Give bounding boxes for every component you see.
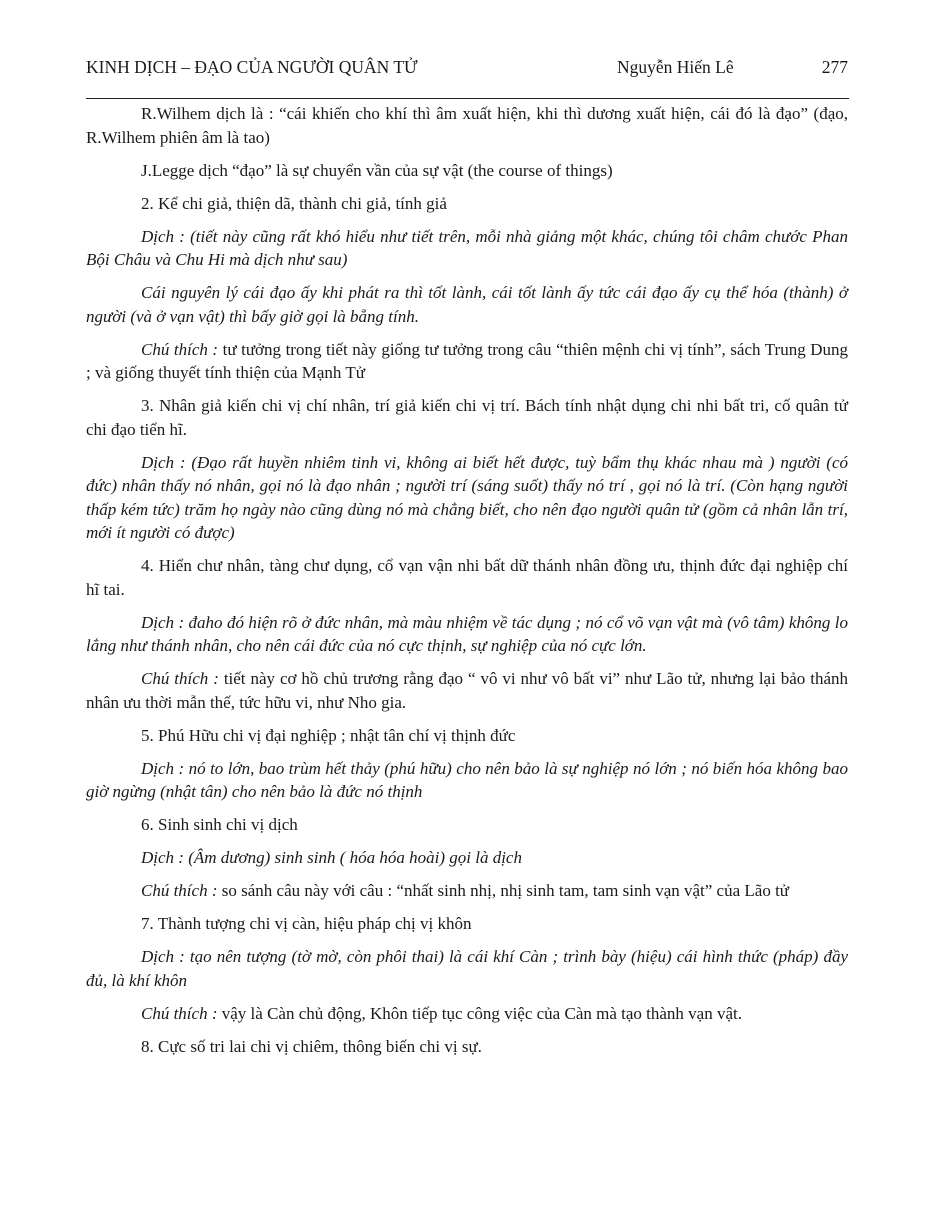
paragraph (86, 159, 848, 183)
page-number: 277 (821, 57, 848, 77)
paragraph (86, 1035, 848, 1059)
paragraph-text: 4. Hiển chư nhân, tàng chư dụng, cổ vạn vận nhi bất dữ thánh nhân đồng ưu, thịnh đức đại nghiệp chí hĩ tai. (86, 556, 848, 599)
paragraph (86, 338, 848, 385)
paragraph-text: 3. Nhân giả kiến chi vị chí nhân, trí giả kiến chi vị trí. Bách tính nhật dụng chi nhi bất tri, cố quân tử chi đạo tiển hĩ. (86, 396, 848, 439)
page-header (86, 57, 848, 81)
header-book-title: KINH DỊCH – ĐẠO CỦA NGƯỜI QUÂN TỬ (86, 57, 418, 77)
paragraph-text: 6. Sinh sinh chi vị dịch (141, 815, 298, 834)
paragraph (86, 912, 848, 936)
paragraph-text: Dịch : (Âm dương) sinh sinh ( hóa hóa hoài) gọi là dịch (141, 848, 522, 867)
annotation-label: Chú thích : (141, 1003, 218, 1023)
paragraph-text: Dịch : đaho đó hiện rõ ở đức nhân, mà màu nhiệm về tác dụng ; nó cổ võ vạn vật mà (vô tâm) không lo lắng như thánh nhân, cho nên cái đức của nó cực thịnh, sự nghiệp của nó cực lớn. (86, 612, 848, 655)
paragraph-text: Dịch : (Đạo rất huyền nhiêm tinh vi, không ai biết hết được, tuỳ bẩm thụ khác nhau mà ) người (có đức) nhân thấy nó nhân, gọi nó là đạo nhân ; người trí (sáng suốt) thấy nó trí , gọi nó là trí. (Còn hạng người thấp kém tức) trăm họ ngày nào cũng dùng nó mà chẳng biết, cho nên đạo người quân tử (gồm cả nhân lẫn trí, mới ít người có được) (86, 452, 848, 542)
paragraph (86, 394, 848, 441)
paragraph (86, 554, 848, 601)
paragraph (86, 281, 848, 328)
paragraph-text: tư tưởng trong tiết này giống tư tưởng trong câu “thiên mệnh chi vị tính”, sách Trung Dung ; và giống thuyết tính thiện của Mạnh Tử (86, 339, 849, 382)
paragraph-text: Dịch : tạo nên tượng (tờ mờ, còn phôi thai) là cái khí Càn ; trình bày (hiệu) cái hình thức (pháp) đầy đủ, là khí khôn (86, 947, 848, 990)
paragraph (86, 667, 848, 714)
annotation-label: Chú thích : (141, 669, 219, 688)
paragraph-text: R.Wilhem dịch là : “cái khiến cho khí thì âm xuất hiện, khi thì dương xuất hiện, cái đó là đạo” (đạo, R.Wilhem phiên âm là tao) (86, 104, 848, 147)
paragraph-text: J.Legge dịch “đạo” là sự chuyển vần của sự vật (the course of things) (141, 160, 613, 180)
header-author: Nguyễn Hiến Lê (617, 57, 734, 77)
paragraph-text: vậy là Càn chủ động, Khôn tiếp tục công việc của Càn mà tạo thành vạn vật. (221, 1003, 742, 1023)
paragraph (86, 724, 848, 748)
annotation-label: Chú thích : (141, 339, 219, 359)
paragraph (86, 945, 848, 992)
paragraph (86, 451, 848, 545)
header-divider (86, 98, 849, 99)
paragraph (86, 879, 848, 903)
paragraph-text: 7. Thành tượng chi vị càn, hiệu pháp chị vị khôn (141, 914, 472, 933)
paragraph (86, 813, 848, 837)
paragraph (86, 1002, 848, 1026)
paragraph (86, 192, 848, 216)
paragraph-text: Dịch : (tiết này cũng rất khó hiểu như tiết trên, mỗi nhà giảng một khác, chúng tôi châm chước Phan Bội Châu và Chu Hi mà dịch như sau) (86, 226, 848, 269)
paragraph (86, 225, 848, 272)
paragraph-text: 2. Kể chi giả, thiện dã, thành chi giả, tính giả (141, 193, 447, 213)
paragraph-text: 8. Cực số tri lai chi vị chiêm, thông biến chi vị sự. (141, 1036, 482, 1056)
paragraph (86, 611, 848, 658)
document-body (86, 102, 848, 1068)
paragraph-text: Cái nguyên lý cái đạo ấy khi phát ra thì tốt lành, cái tốt lành ấy tức cái đạo ấy cụ thể hóa (thành) ở người (và ở vạn vật) thì bấy giờ gọi là bẵng tính. (86, 283, 848, 326)
paragraph (86, 757, 848, 804)
paragraph-text: tiết này cơ hồ chủ trương rằng đạo “ vô vi như vô bất vi” như Lão tử, nhưng lại bảo thánh nhân ưu thời mẫn thế, tức hữu vi, như Nho gia. (86, 669, 848, 712)
paragraph (86, 846, 848, 870)
paragraph-text: 5. Phú Hữu chi vị đại nghiệp ; nhật tân chí vị thịnh đức (141, 725, 516, 745)
paragraph-text: Dịch : nó to lớn, bao trùm hết thảy (phú hữu) cho nên bảo là sự nghiệp nó lớn ; nó biến hóa không bao giờ ngừng (nhật tân) cho nên bảo là đức nó thịnh (86, 758, 848, 801)
annotation-label: Chú thích : (141, 881, 218, 900)
paragraph (86, 102, 848, 149)
paragraph-text: so sánh câu này với câu : “nhất sinh nhị, nhị sinh tam, tam sinh vạn vật” của Lão tử (221, 881, 790, 900)
